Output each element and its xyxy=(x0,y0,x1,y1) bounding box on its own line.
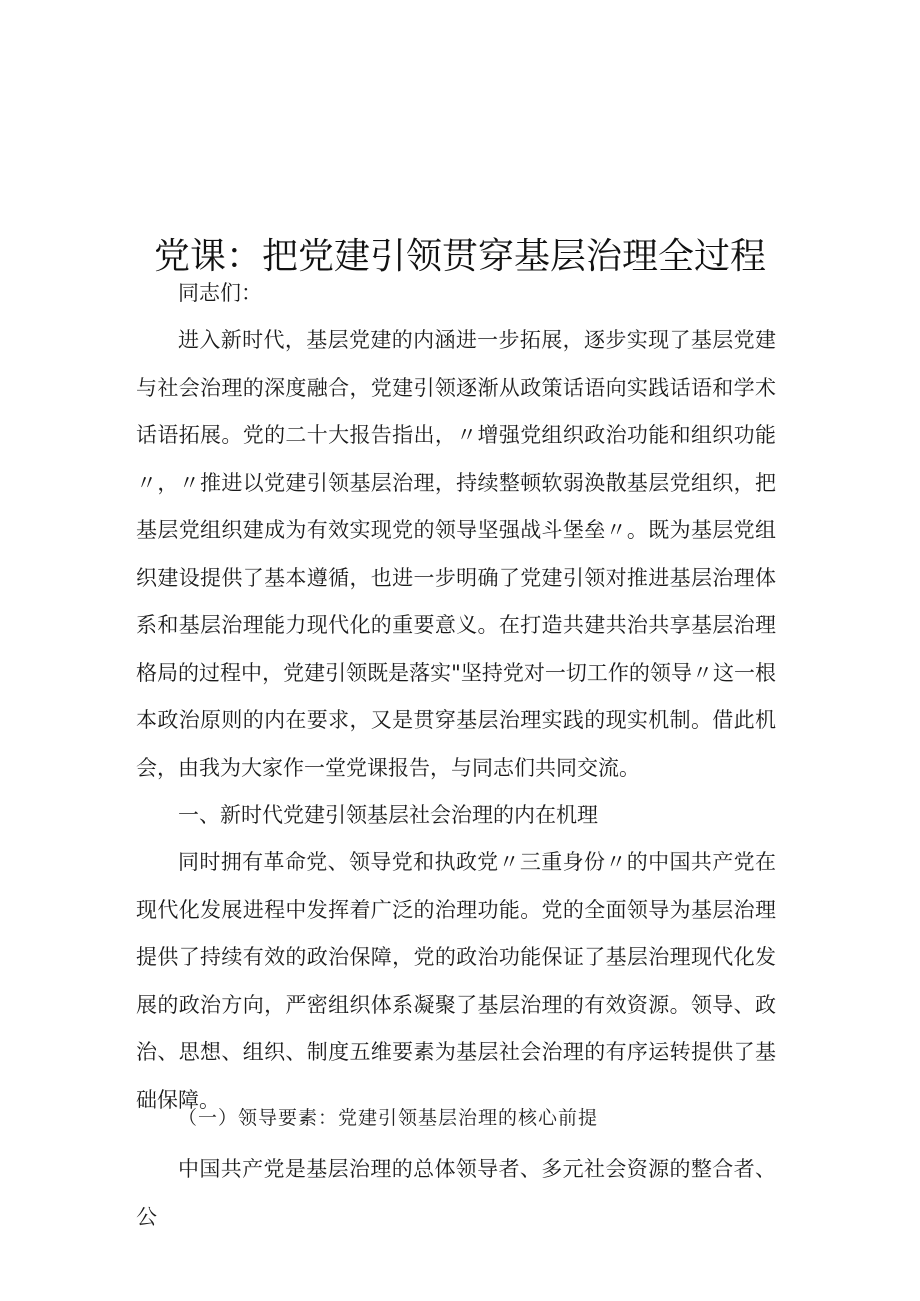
greeting-line: 同志们： xyxy=(178,281,262,305)
subsection-1-heading: （一）领导要素：党建引领基层治理的核心前提 xyxy=(178,1107,599,1129)
section-1-heading: 一、新时代党建引领基层社会治理的内在机理 xyxy=(178,803,598,827)
intro-paragraph: 进入新时代，基层党建的内涵进一步拓展，逐步实现了基层党建与社会治理的深度融合，党建引领逐渐从政策话语向实践话语和学术话语拓展。党的二十大报告指出，〃增强党组织政治功能和组织功能〃，〃推进以党建引领基层治理，持续整顿软弱涣散基层党组织，把基层党组织建成为有效实现党的领导坚强战斗堡垒〃。既为基层党组织建设提供了基本遵循，也进一步明确了党建引领对推进基层治理体系和基层治理能力现代化的重要意义。在打造共建共治共享基层治理格局的过程中，党建引领既是落实"坚持党对一切工作的领导〃这一根本政治原则的内在要求，又是贯穿基层治理实践的现实机制。借此机会，由我为大家作一堂党课报告，与同志们共同交流。 xyxy=(136,328,776,780)
document-title: 党课：把党建引领贯穿基层治理全过程 xyxy=(153,236,766,278)
subsection-1-paragraph: 中国共产党是基层治理的总体领导者、多元社会资源的整合者、公 xyxy=(136,1157,776,1229)
section-1-paragraph: 同时拥有革命党、领导党和执政党〃三重身份〃的中国共产党在现代化发展进程中发挥着广泛的治理功能。党的全面领导为基层治理提供了持续有效的政治保障，党的政治功能保证了基层治理现代化发展的政治方向，严密组织体系凝聚了基层治理的有效资源。领导、政治、思想、组织、制度五维要素为基层社会治理的有序运转提供了基础保障。 xyxy=(136,850,776,1112)
